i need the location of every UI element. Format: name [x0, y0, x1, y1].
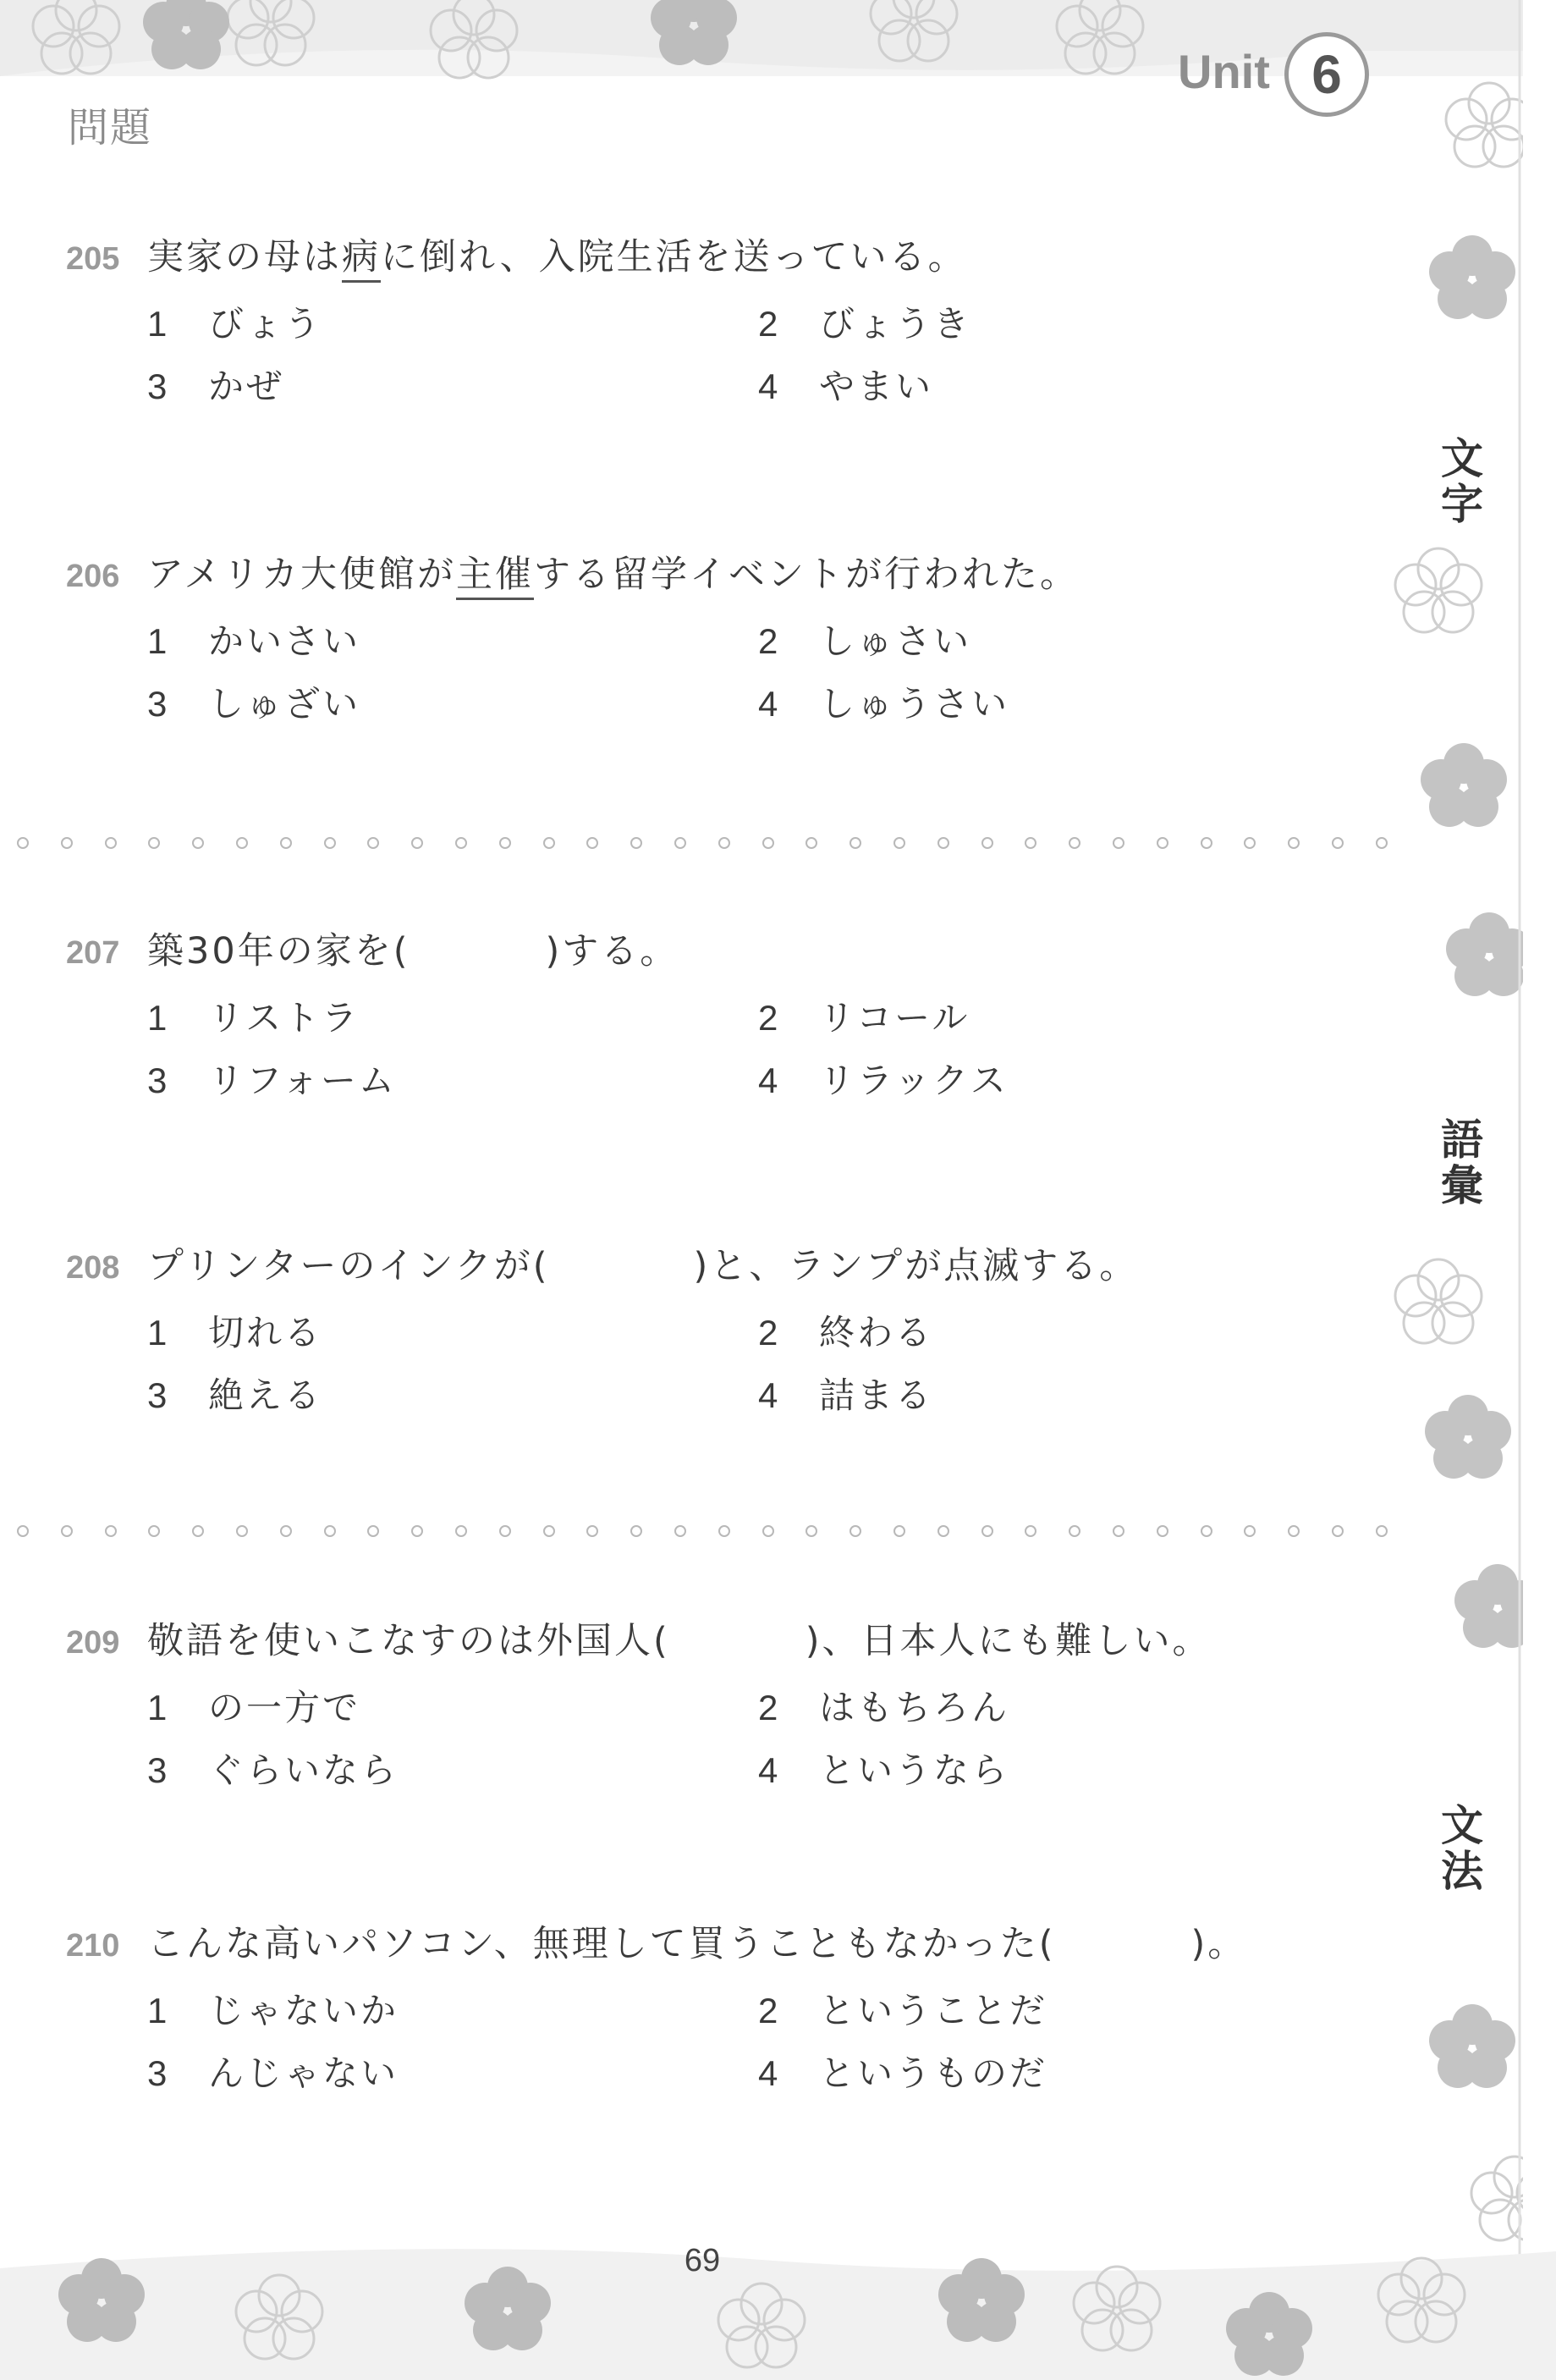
- option-1[interactable]: 1 かいさい: [147, 620, 361, 662]
- side-tab-goi: 語彙: [1441, 1116, 1483, 1210]
- question-number: 209: [66, 1625, 120, 1661]
- option-4[interactable]: 4 しゅうさい: [758, 683, 1010, 724]
- answer-options: [66, 982, 1386, 1109]
- question-text: 築30年の家を( )する。: [147, 930, 679, 972]
- option-3[interactable]: 3 かぜ: [147, 366, 285, 407]
- unit-label: Unit: [1178, 45, 1270, 98]
- section-title: 問題: [68, 104, 153, 152]
- question-text: プリンターのインクが( )と、ランプが点滅する。: [147, 1245, 1139, 1287]
- side-tab-bunpou: 文法: [1441, 1801, 1483, 1896]
- answer-options: [66, 1975, 1386, 2102]
- question-number: 208: [66, 1250, 120, 1286]
- question-number: 210: [66, 1928, 120, 1964]
- question-208: [66, 1237, 1386, 1424]
- option-4[interactable]: 4 リラックス: [758, 1060, 1009, 1101]
- question-text: アメリカ大使館が主催する留学イベントが行われた。: [147, 546, 1079, 598]
- section-divider: [17, 1522, 1388, 1540]
- option-3[interactable]: 3 絶える: [147, 1375, 323, 1416]
- option-1[interactable]: 1 リストラ: [147, 997, 360, 1038]
- option-4[interactable]: 4 詰まる: [758, 1375, 934, 1416]
- question-209: [66, 1612, 1386, 1799]
- question-text: 実家の母は病に倒れ、入院生活を送っている。: [147, 229, 967, 280]
- option-3[interactable]: 3 ぐらいなら: [147, 1749, 399, 1791]
- question-207: [66, 923, 1386, 1109]
- question-205: [66, 229, 1386, 415]
- option-3[interactable]: 3 リフォーム: [147, 1060, 397, 1101]
- question-number: 205: [66, 241, 120, 277]
- side-tab-moji: 文字: [1441, 434, 1483, 529]
- option-1[interactable]: 1 じゃないか: [147, 1990, 399, 2031]
- question-number: 206: [66, 559, 120, 594]
- answer-options: [66, 288, 1386, 415]
- question-210: [66, 1915, 1386, 2102]
- option-3[interactable]: 3 んじゃない: [147, 2052, 399, 2094]
- answer-options: [66, 1672, 1386, 1799]
- target-word: 主催: [456, 554, 534, 600]
- question-206: [66, 546, 1386, 732]
- answer-options: [66, 605, 1386, 732]
- option-2[interactable]: 2 しゅさい: [758, 620, 972, 662]
- option-2[interactable]: 2 ということだ: [758, 1990, 1048, 2031]
- option-1[interactable]: 1 切れる: [147, 1312, 323, 1353]
- question-text: こんな高いパソコン、無理して買うこともなかった( )。: [147, 1923, 1247, 1965]
- option-2[interactable]: 2 びょうき: [758, 303, 972, 344]
- page-number: 69: [684, 2243, 721, 2278]
- option-4[interactable]: 4 というなら: [758, 1749, 1010, 1791]
- option-2[interactable]: 2 はもちろん: [758, 1687, 1010, 1728]
- unit-number-badge: 6: [1284, 32, 1369, 117]
- option-4[interactable]: 4 というものだ: [758, 2052, 1048, 2094]
- option-2[interactable]: 2 終わる: [758, 1312, 934, 1353]
- option-2[interactable]: 2 リコール: [758, 997, 970, 1038]
- target-word: 病: [342, 236, 381, 283]
- question-text: 敬語を使いこなすのは外国人( )、日本人にも難しい。: [147, 1620, 1212, 1662]
- option-3[interactable]: 3 しゅざい: [147, 683, 361, 724]
- section-divider: [17, 834, 1388, 852]
- answer-options: [66, 1297, 1386, 1424]
- option-1[interactable]: 1 の一方で: [147, 1687, 361, 1728]
- question-number: 207: [66, 935, 120, 971]
- option-1[interactable]: 1 びょう: [147, 303, 323, 344]
- option-4[interactable]: 4 やまい: [758, 366, 934, 407]
